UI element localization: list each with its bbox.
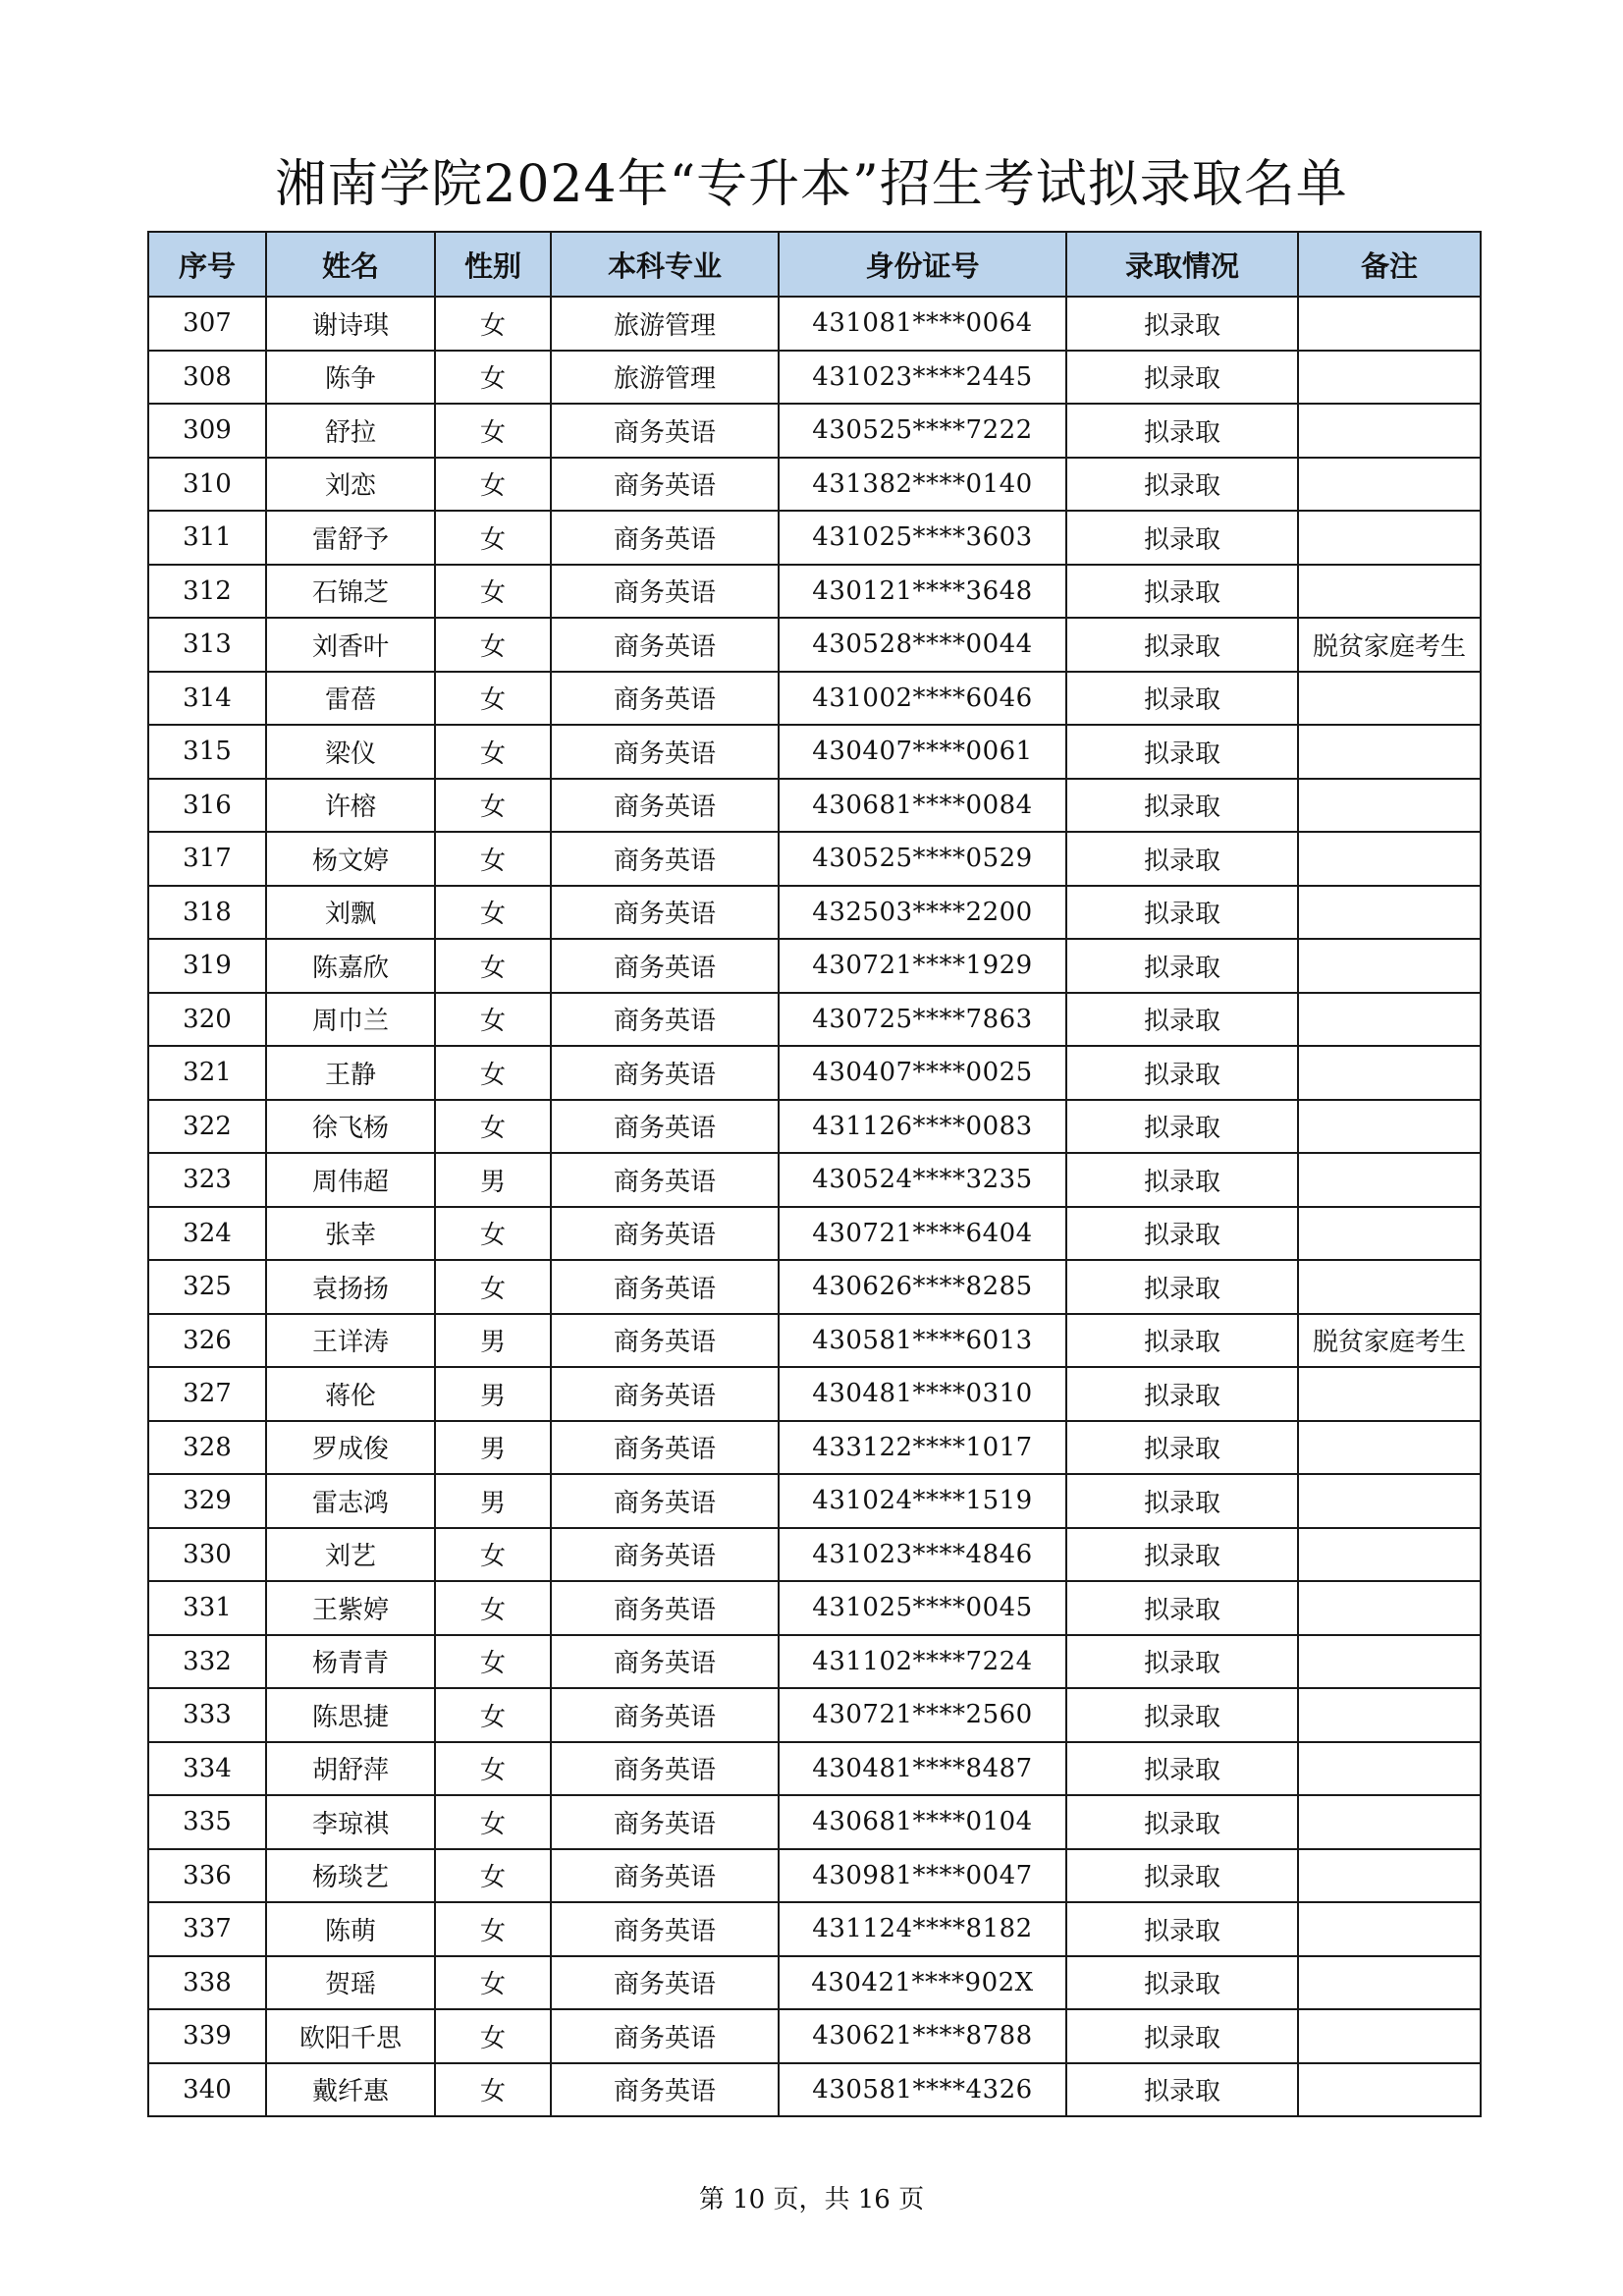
cell-remarks (1298, 939, 1481, 993)
table-row (148, 565, 1481, 619)
cell-admission-status: 拟录取 (1066, 1474, 1298, 1528)
cell-name: 李琼祺 (266, 1795, 435, 1849)
cell-admission-status: 拟录取 (1066, 1902, 1298, 1956)
cell-admission-status: 拟录取 (1066, 1100, 1298, 1154)
cell-major: 商务英语 (551, 511, 779, 565)
table-row (148, 1367, 1481, 1421)
cell-name: 欧阳千思 (266, 2009, 435, 2063)
cell-gender: 女 (435, 458, 551, 512)
cell-major: 商务英语 (551, 1046, 779, 1100)
cell-major: 商务英语 (551, 1260, 779, 1314)
cell-admission-status: 拟录取 (1066, 2063, 1298, 2117)
cell-name: 周巾兰 (266, 993, 435, 1047)
cell-id-number: 430581****4326 (779, 2063, 1066, 2117)
cell-name: 蒋伦 (266, 1367, 435, 1421)
table-row (148, 1742, 1481, 1796)
header-remarks: 备注 (1298, 232, 1481, 297)
cell-name: 戴纤惠 (266, 2063, 435, 2117)
cell-serial: 318 (148, 886, 266, 940)
cell-name: 王详涛 (266, 1314, 435, 1368)
table-row (148, 832, 1481, 886)
cell-admission-status: 拟录取 (1066, 2009, 1298, 2063)
table-row (148, 779, 1481, 833)
cell-admission-status: 拟录取 (1066, 1956, 1298, 2010)
cell-gender: 女 (435, 1100, 551, 1154)
cell-admission-status: 拟录取 (1066, 939, 1298, 993)
cell-admission-status: 拟录取 (1066, 404, 1298, 458)
cell-name: 杨琰艺 (266, 1849, 435, 1903)
cell-major: 商务英语 (551, 672, 779, 726)
admission-table (147, 231, 1482, 2117)
cell-remarks (1298, 1581, 1481, 1635)
cell-name: 周伟超 (266, 1153, 435, 1207)
cell-major: 商务英语 (551, 1581, 779, 1635)
cell-name: 王紫婷 (266, 1581, 435, 1635)
cell-serial: 307 (148, 297, 266, 351)
table-row (148, 1046, 1481, 1100)
cell-remarks (1298, 1207, 1481, 1261)
cell-remarks (1298, 1956, 1481, 2010)
cell-admission-status: 拟录取 (1066, 1207, 1298, 1261)
cell-gender: 女 (435, 1688, 551, 1742)
cell-admission-status: 拟录取 (1066, 1688, 1298, 1742)
cell-name: 袁扬扬 (266, 1260, 435, 1314)
cell-admission-status: 拟录取 (1066, 1421, 1298, 1475)
table-row (148, 939, 1481, 993)
cell-remarks (1298, 672, 1481, 726)
cell-major: 商务英语 (551, 1688, 779, 1742)
cell-gender: 男 (435, 1314, 551, 1368)
cell-remarks (1298, 1849, 1481, 1903)
table-row (148, 2009, 1481, 2063)
cell-admission-status: 拟录取 (1066, 1635, 1298, 1689)
table-row (148, 1581, 1481, 1635)
cell-id-number: 430681****0104 (779, 1795, 1066, 1849)
cell-name: 石锦芝 (266, 565, 435, 619)
cell-remarks (1298, 1528, 1481, 1582)
cell-gender: 女 (435, 2063, 551, 2117)
cell-name: 杨文婷 (266, 832, 435, 886)
cell-serial: 310 (148, 458, 266, 512)
cell-gender: 女 (435, 1956, 551, 2010)
cell-major: 商务英语 (551, 1742, 779, 1796)
cell-admission-status: 拟录取 (1066, 1849, 1298, 1903)
cell-id-number: 430681****0084 (779, 779, 1066, 833)
cell-major: 商务英语 (551, 993, 779, 1047)
cell-gender: 女 (435, 1046, 551, 1100)
table-row (148, 2063, 1481, 2117)
table-row (148, 1100, 1481, 1154)
cell-major: 商务英语 (551, 725, 779, 779)
cell-gender: 女 (435, 1528, 551, 1582)
cell-remarks (1298, 993, 1481, 1047)
cell-major: 商务英语 (551, 404, 779, 458)
cell-id-number: 430407****0025 (779, 1046, 1066, 1100)
cell-gender: 女 (435, 565, 551, 619)
cell-major: 商务英语 (551, 1849, 779, 1903)
cell-remarks (1298, 1367, 1481, 1421)
cell-id-number: 430981****0047 (779, 1849, 1066, 1903)
cell-serial: 328 (148, 1421, 266, 1475)
cell-serial: 316 (148, 779, 266, 833)
cell-id-number: 430721****1929 (779, 939, 1066, 993)
table-row (148, 1688, 1481, 1742)
cell-id-number: 430721****6404 (779, 1207, 1066, 1261)
cell-gender: 女 (435, 939, 551, 993)
cell-serial: 326 (148, 1314, 266, 1368)
cell-id-number: 430121****3648 (779, 565, 1066, 619)
cell-gender: 男 (435, 1421, 551, 1475)
cell-admission-status: 拟录取 (1066, 351, 1298, 405)
cell-remarks (1298, 1742, 1481, 1796)
cell-id-number: 430721****2560 (779, 1688, 1066, 1742)
cell-gender: 女 (435, 351, 551, 405)
cell-name: 胡舒萍 (266, 1742, 435, 1796)
table-row (148, 1528, 1481, 1582)
cell-name: 陈萌 (266, 1902, 435, 1956)
table-row (148, 1474, 1481, 1528)
cell-name: 张幸 (266, 1207, 435, 1261)
cell-admission-status: 拟录取 (1066, 1581, 1298, 1635)
cell-id-number: 433122****1017 (779, 1421, 1066, 1475)
cell-admission-status: 拟录取 (1066, 672, 1298, 726)
cell-remarks (1298, 2063, 1481, 2117)
cell-serial: 311 (148, 511, 266, 565)
cell-major: 商务英语 (551, 565, 779, 619)
cell-admission-status: 拟录取 (1066, 458, 1298, 512)
cell-major: 旅游管理 (551, 297, 779, 351)
cell-name: 王静 (266, 1046, 435, 1100)
cell-remarks (1298, 1046, 1481, 1100)
cell-admission-status: 拟录取 (1066, 618, 1298, 672)
cell-serial: 331 (148, 1581, 266, 1635)
cell-major: 商务英语 (551, 1902, 779, 1956)
cell-id-number: 430525****7222 (779, 404, 1066, 458)
cell-admission-status: 拟录取 (1066, 1153, 1298, 1207)
cell-name: 雷舒予 (266, 511, 435, 565)
cell-id-number: 431081****0064 (779, 297, 1066, 351)
table-row (148, 672, 1481, 726)
cell-major: 商务英语 (551, 2009, 779, 2063)
cell-id-number: 431102****7224 (779, 1635, 1066, 1689)
cell-serial: 329 (148, 1474, 266, 1528)
cell-id-number: 431024****1519 (779, 1474, 1066, 1528)
cell-remarks (1298, 1902, 1481, 1956)
cell-gender: 女 (435, 1635, 551, 1689)
cell-serial: 320 (148, 993, 266, 1047)
cell-serial: 323 (148, 1153, 266, 1207)
cell-major: 商务英语 (551, 939, 779, 993)
cell-gender: 女 (435, 725, 551, 779)
cell-gender: 女 (435, 511, 551, 565)
table-body (148, 297, 1481, 2116)
cell-serial: 325 (148, 1260, 266, 1314)
table-row (148, 886, 1481, 940)
table-row (148, 1795, 1481, 1849)
cell-admission-status: 拟录取 (1066, 1314, 1298, 1368)
cell-name: 徐飞杨 (266, 1100, 435, 1154)
cell-name: 刘飘 (266, 886, 435, 940)
cell-major: 商务英语 (551, 832, 779, 886)
cell-admission-status: 拟录取 (1066, 1367, 1298, 1421)
cell-remarks (1298, 1100, 1481, 1154)
header-gender: 性别 (435, 232, 551, 297)
cell-serial: 324 (148, 1207, 266, 1261)
cell-serial: 321 (148, 1046, 266, 1100)
cell-major: 商务英语 (551, 886, 779, 940)
cell-gender: 女 (435, 1795, 551, 1849)
cell-name: 刘艺 (266, 1528, 435, 1582)
cell-gender: 女 (435, 1742, 551, 1796)
cell-gender: 女 (435, 2009, 551, 2063)
cell-serial: 309 (148, 404, 266, 458)
cell-id-number: 431002****6046 (779, 672, 1066, 726)
cell-serial: 340 (148, 2063, 266, 2117)
cell-serial: 312 (148, 565, 266, 619)
cell-name: 舒拉 (266, 404, 435, 458)
cell-name: 雷蓓 (266, 672, 435, 726)
cell-serial: 315 (148, 725, 266, 779)
table-row (148, 1207, 1481, 1261)
cell-major: 商务英语 (551, 2063, 779, 2117)
cell-gender: 男 (435, 1367, 551, 1421)
cell-name: 陈思捷 (266, 1688, 435, 1742)
cell-name: 雷志鸿 (266, 1474, 435, 1528)
cell-remarks (1298, 1260, 1481, 1314)
cell-gender: 女 (435, 1260, 551, 1314)
cell-id-number: 431382****0140 (779, 458, 1066, 512)
cell-remarks: 脱贫家庭考生 (1298, 1314, 1481, 1368)
cell-admission-status: 拟录取 (1066, 725, 1298, 779)
cell-id-number: 431023****4846 (779, 1528, 1066, 1582)
cell-remarks (1298, 1421, 1481, 1475)
cell-admission-status: 拟录取 (1066, 1046, 1298, 1100)
cell-name: 刘香叶 (266, 618, 435, 672)
cell-remarks: 脱贫家庭考生 (1298, 618, 1481, 672)
table-row (148, 1956, 1481, 2010)
cell-remarks (1298, 458, 1481, 512)
cell-admission-status: 拟录取 (1066, 297, 1298, 351)
cell-major: 商务英语 (551, 1528, 779, 1582)
table-row (148, 993, 1481, 1047)
cell-name: 杨青青 (266, 1635, 435, 1689)
cell-serial: 338 (148, 1956, 266, 2010)
table-row (148, 1260, 1481, 1314)
cell-admission-status: 拟录取 (1066, 565, 1298, 619)
cell-serial: 314 (148, 672, 266, 726)
cell-remarks (1298, 1688, 1481, 1742)
cell-major: 商务英语 (551, 1314, 779, 1368)
table-row (148, 351, 1481, 405)
table-row (148, 297, 1481, 351)
cell-remarks (1298, 2009, 1481, 2063)
cell-admission-status: 拟录取 (1066, 779, 1298, 833)
cell-major: 旅游管理 (551, 351, 779, 405)
cell-id-number: 430481****8487 (779, 1742, 1066, 1796)
cell-gender: 女 (435, 1581, 551, 1635)
page-footer: 第 10 页，共 16 页 (698, 2185, 925, 2214)
cell-remarks (1298, 725, 1481, 779)
cell-name: 谢诗琪 (266, 297, 435, 351)
cell-remarks (1298, 297, 1481, 351)
cell-major: 商务英语 (551, 1635, 779, 1689)
cell-remarks (1298, 1474, 1481, 1528)
cell-remarks (1298, 886, 1481, 940)
table-row (148, 1314, 1481, 1368)
cell-admission-status: 拟录取 (1066, 993, 1298, 1047)
cell-major: 商务英语 (551, 1795, 779, 1849)
cell-serial: 330 (148, 1528, 266, 1582)
header-admission-status: 录取情况 (1066, 232, 1298, 297)
cell-major: 商务英语 (551, 458, 779, 512)
cell-gender: 女 (435, 1849, 551, 1903)
cell-major: 商务英语 (551, 618, 779, 672)
cell-serial: 332 (148, 1635, 266, 1689)
cell-id-number: 430524****3235 (779, 1153, 1066, 1207)
header-id-number: 身份证号 (779, 232, 1066, 297)
cell-admission-status: 拟录取 (1066, 511, 1298, 565)
cell-remarks (1298, 511, 1481, 565)
cell-remarks (1298, 404, 1481, 458)
cell-id-number: 430407****0061 (779, 725, 1066, 779)
table-row (148, 404, 1481, 458)
table-row (148, 1849, 1481, 1903)
table-row (148, 1902, 1481, 1956)
cell-id-number: 431025****0045 (779, 1581, 1066, 1635)
cell-gender: 女 (435, 404, 551, 458)
cell-gender: 女 (435, 779, 551, 833)
cell-name: 贺瑶 (266, 1956, 435, 2010)
cell-gender: 女 (435, 886, 551, 940)
cell-name: 陈争 (266, 351, 435, 405)
cell-gender: 男 (435, 1153, 551, 1207)
cell-id-number: 430626****8285 (779, 1260, 1066, 1314)
cell-id-number: 430525****0529 (779, 832, 1066, 886)
cell-serial: 335 (148, 1795, 266, 1849)
table-row (148, 725, 1481, 779)
table-row (148, 458, 1481, 512)
cell-major: 商务英语 (551, 1956, 779, 2010)
cell-remarks (1298, 1635, 1481, 1689)
table-header-row (148, 232, 1481, 297)
cell-gender: 女 (435, 1207, 551, 1261)
cell-name: 梁仪 (266, 725, 435, 779)
cell-serial: 317 (148, 832, 266, 886)
cell-serial: 333 (148, 1688, 266, 1742)
cell-id-number: 430621****8788 (779, 2009, 1066, 2063)
cell-serial: 319 (148, 939, 266, 993)
cell-serial: 308 (148, 351, 266, 405)
cell-gender: 女 (435, 832, 551, 886)
cell-major: 商务英语 (551, 1474, 779, 1528)
cell-remarks (1298, 565, 1481, 619)
page-title: 湘南学院2024年“专升本”招生考试拟录取名单 (275, 155, 1348, 214)
cell-serial: 339 (148, 2009, 266, 2063)
cell-major: 商务英语 (551, 779, 779, 833)
cell-major: 商务英语 (551, 1207, 779, 1261)
cell-gender: 男 (435, 1474, 551, 1528)
cell-name: 罗成俊 (266, 1421, 435, 1475)
cell-gender: 女 (435, 993, 551, 1047)
cell-serial: 334 (148, 1742, 266, 1796)
cell-admission-status: 拟录取 (1066, 1260, 1298, 1314)
cell-id-number: 430421****902X (779, 1956, 1066, 2010)
cell-remarks (1298, 1795, 1481, 1849)
cell-name: 许榕 (266, 779, 435, 833)
cell-name: 刘恋 (266, 458, 435, 512)
cell-serial: 322 (148, 1100, 266, 1154)
cell-id-number: 430725****7863 (779, 993, 1066, 1047)
cell-remarks (1298, 1153, 1481, 1207)
cell-name: 陈嘉欣 (266, 939, 435, 993)
cell-serial: 327 (148, 1367, 266, 1421)
cell-id-number: 431023****2445 (779, 351, 1066, 405)
table-row (148, 511, 1481, 565)
table-row (148, 618, 1481, 672)
cell-remarks (1298, 779, 1481, 833)
cell-admission-status: 拟录取 (1066, 1742, 1298, 1796)
cell-admission-status: 拟录取 (1066, 886, 1298, 940)
cell-id-number: 431124****8182 (779, 1902, 1066, 1956)
cell-id-number: 430528****0044 (779, 618, 1066, 672)
cell-major: 商务英语 (551, 1153, 779, 1207)
cell-id-number: 431126****0083 (779, 1100, 1066, 1154)
cell-major: 商务英语 (551, 1100, 779, 1154)
cell-serial: 337 (148, 1902, 266, 1956)
cell-major: 商务英语 (551, 1421, 779, 1475)
cell-gender: 女 (435, 618, 551, 672)
header-serial: 序号 (148, 232, 266, 297)
cell-major: 商务英语 (551, 1367, 779, 1421)
cell-gender: 女 (435, 1902, 551, 1956)
cell-remarks (1298, 351, 1481, 405)
cell-gender: 女 (435, 672, 551, 726)
cell-admission-status: 拟录取 (1066, 1795, 1298, 1849)
cell-id-number: 432503****2200 (779, 886, 1066, 940)
header-major: 本科专业 (551, 232, 779, 297)
table-row (148, 1153, 1481, 1207)
header-name: 姓名 (266, 232, 435, 297)
table-row (148, 1635, 1481, 1689)
cell-serial: 313 (148, 618, 266, 672)
cell-admission-status: 拟录取 (1066, 832, 1298, 886)
cell-id-number: 430481****0310 (779, 1367, 1066, 1421)
cell-id-number: 431025****3603 (779, 511, 1066, 565)
cell-id-number: 430581****6013 (779, 1314, 1066, 1368)
cell-gender: 女 (435, 297, 551, 351)
cell-remarks (1298, 832, 1481, 886)
cell-admission-status: 拟录取 (1066, 1528, 1298, 1582)
table-row (148, 1421, 1481, 1475)
cell-serial: 336 (148, 1849, 266, 1903)
